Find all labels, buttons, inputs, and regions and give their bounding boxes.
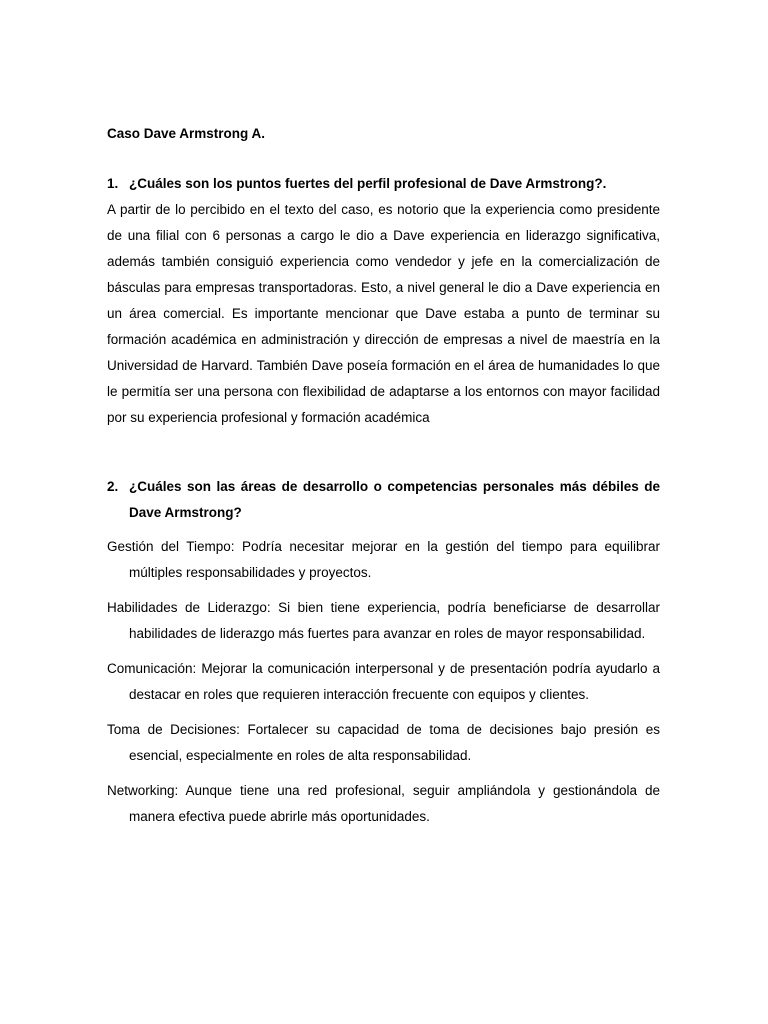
question-1-text: ¿Cuáles son los puntos fuertes del perfil profesional de Dave Armstrong?. (129, 176, 607, 191)
weakness-communication: Comunicación: Mejorar la comunicación interpersonal y de presentación podría ayudarlo a destacar en roles que requieren interacción frecuente con equipos y clientes. (107, 661, 660, 702)
answer-1-paragraph: A partir de lo percibido en el texto del caso, es notorio que la experiencia como presidente de una filial con 6 personas a cargo le dio a Dave experiencia en liderazgo significativa, además también consiguió experiencia como vendedor y jefe en la comercialización de básculas para empresas transportadoras. Esto, a nivel general le dio a Dave experiencia en un área comercial. Es importante mencionar que Dave estaba a punto de terminar su formación académica en administración y dirección de empresas a nivel de maestría en la Universidad de Harvard. También Dave poseía formación en el área de humanidades lo que le permitía ser una persona con flexibilidad de adaptarse a los entornos con mayor facilidad por su experiencia profesional y formación académica (107, 202, 660, 425)
weakness-decision-making: Toma de Decisiones: Fortalecer su capacidad de toma de decisiones bajo presión es esencial, especialmente en roles de alta responsabilidad. (107, 722, 660, 763)
question-2-text: ¿Cuáles son las áreas de desarrollo o competencias personales más débiles de Dave Armstrong? (129, 479, 660, 520)
document-content (107, 124, 660, 830)
question-1-number: 1. (107, 176, 119, 191)
question-2 (107, 474, 660, 526)
question-1 (107, 171, 660, 197)
weakness-networking: Networking: Aunque tiene una red profesional, seguir ampliándola y gestionándola de manera efectiva puede abrirle más oportunidades. (107, 783, 660, 824)
document-title: Caso Dave Armstrong A. (107, 126, 266, 141)
weakness-time-management: Gestión del Tiempo: Podría necesitar mejorar en la gestión del tiempo para equilibrar múltiples responsabilidades y proyectos. (107, 539, 660, 580)
question-2-number: 2. (107, 479, 119, 494)
weakness-leadership: Habilidades de Liderazgo: Si bien tiene experiencia, podría beneficiarse de desarrollar habilidades de liderazgo más fuertes para avanzar en roles de mayor responsabilidad. (107, 600, 660, 641)
